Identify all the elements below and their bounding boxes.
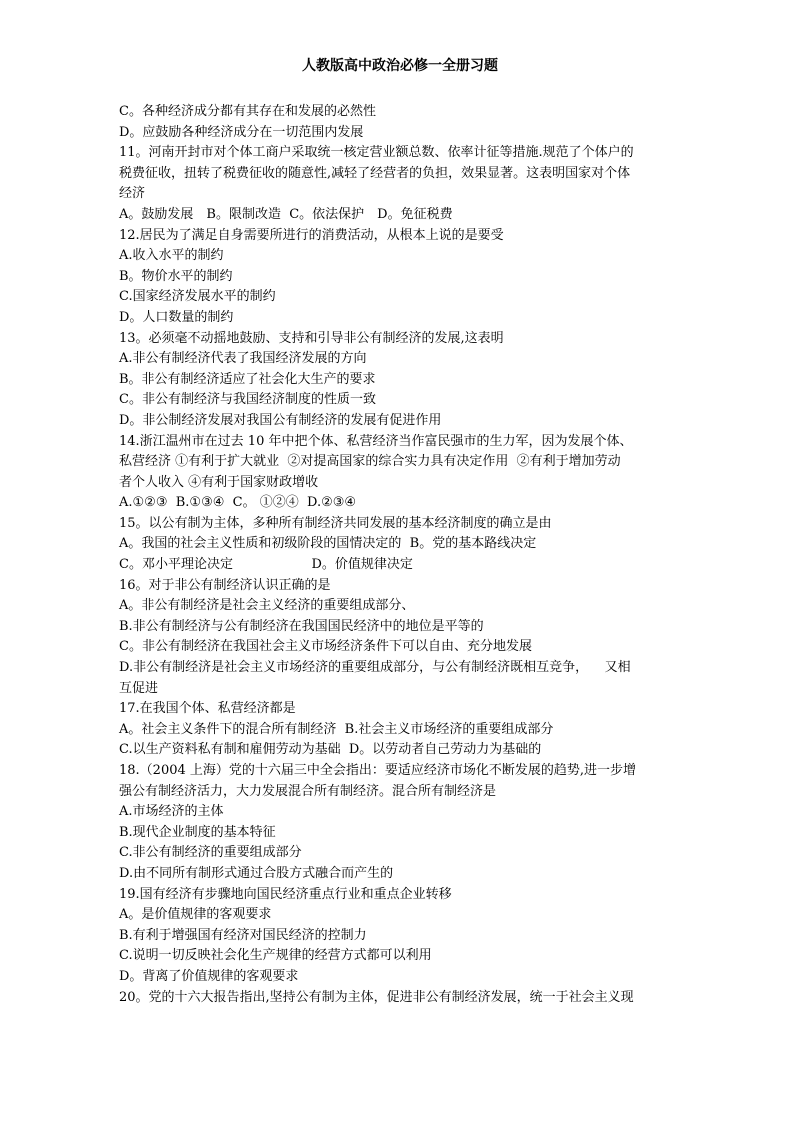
text-line: 17.在我国个体、私营经济都是	[119, 701, 296, 717]
text-line: 互促进	[119, 680, 159, 696]
text-line: 20。党的十六大报告指出,坚持公有制为主体，促进非公有制经济发展，统一于社会主义现	[119, 989, 634, 1005]
text-line: C.以生产资料私有制和雇佣劳动为基础 D。以劳动者自己劳动力为基础的	[119, 742, 542, 758]
text-line: D。应鼓励各种经济成分在一切范围内发展	[119, 124, 364, 140]
text-line: D。人口数量的制约	[119, 309, 234, 325]
text-line: 13。必须毫不动摇地鼓励、支持和引导非公有制经济的发展,这表明	[119, 330, 504, 346]
text-line: B。物价水平的制约	[119, 268, 233, 284]
text-line: C.非公有制经济的重要组成部分	[119, 845, 302, 861]
text-line: A.收入水平的制约	[119, 248, 224, 264]
text-line: 税费征收，扭转了税费征收的随意性,减轻了经营者的负担，效果显著。这表明国家对个体	[119, 165, 631, 181]
text-line: 强公有制经济活力，大力发展混合所有制经济。混合所有制经济是	[119, 783, 497, 799]
text-line: A.非公有制经济代表了我国经济发展的方向	[119, 351, 367, 367]
text-line: C。各种经济成分都有其存在和发展的必然性	[119, 104, 376, 119]
text-line: 19.国有经济有步骤地向国民经济重点行业和重点企业转移	[119, 886, 452, 902]
text-line: 经济	[119, 186, 146, 202]
text-line: C。非公有制经济在我国社会主义市场经济条件下可以自由、充分地发展	[119, 639, 532, 655]
text-line: 11。河南开封市对个体工商户采取统一核定营业额总数、依率计征等措施.规范了个体户的	[119, 145, 634, 161]
text-line: 12.居民为了满足自身需要所进行的消费活动，从根本上说的是要受	[119, 227, 504, 243]
text-line: A。我国的社会主义性质和初级阶段的国情决定的 B。党的基本路线决定	[119, 536, 537, 552]
text-line: 者个人收入 ④有利于国家财政增收	[119, 474, 319, 490]
text-line: C.说明一切反映社会化生产规律的经营方式都可以利用	[119, 948, 432, 964]
document-body	[119, 102, 689, 1008]
text-line: A.市场经济的主体	[119, 804, 224, 820]
text-line: 16。对于非公有制经济认识正确的是	[119, 577, 331, 593]
text-line: B.现代企业制度的基本特征	[119, 824, 276, 840]
text-line: C。邓小平理论决定 D。价值规律决定	[119, 557, 413, 573]
text-line: 15。以公有制为主体，多种所有制经济共同发展的基本经济制度的确立是由	[119, 515, 552, 531]
text-line: A。社会主义条件下的混合所有制经济 B.社会主义市场经济的重要组成部分	[119, 721, 554, 737]
text-line: D。非公制经济发展对我国公有制经济的发展有促进作用	[119, 412, 442, 428]
text-line: B.有利于增强国有经济对国民经济的控制力	[119, 927, 367, 943]
text-line: A。鼓励发展 B。限制改造 C。依法保护 D。免征税费	[119, 206, 453, 222]
text-line: B.非公有制经济与公有制经济在我国国民经济中的地位是平等的	[119, 618, 484, 634]
text-line: D。背离了价值规律的客观要求	[119, 968, 299, 984]
text-line: B。非公有制经济适应了社会化大生产的要求	[119, 371, 376, 387]
text-line: A.①②③ B.①③④ C。 ①②④ D.②③④	[119, 495, 357, 511]
text-line: D.由不同所有制形式通过合股方式融合而产生的	[119, 865, 394, 881]
page-title: 人教版高中政治必修一全册习题	[302, 58, 498, 74]
text-line: A。非公有制经济是社会主义经济的重要组成部分、	[119, 598, 415, 614]
text-line: C。非公有制经济与我国经济制度的性质一致	[119, 392, 376, 408]
text-line: 私营经济 ①有利于扩大就业 ②对提高国家的综合实力具有决定作用 ②有利于增加劳动	[119, 454, 621, 470]
text-line: D.非公有制经济是社会主义市场经济的重要组成部分，与公有制经济既相互竞争， 又相	[119, 660, 631, 676]
text-line: 18.（2004 上海）党的十六届三中全会指出：要适应经济市场化不断发展的趋势,进一步增	[119, 763, 637, 778]
text-line: A。是价值规律的客观要求	[119, 907, 272, 923]
text-line: 14.浙江温州市在过去 10 年中把个体、私营经济当作富民强市的生力军，因为发展个体、	[119, 433, 633, 449]
text-line: C.国家经济发展水平的制约	[119, 289, 276, 305]
